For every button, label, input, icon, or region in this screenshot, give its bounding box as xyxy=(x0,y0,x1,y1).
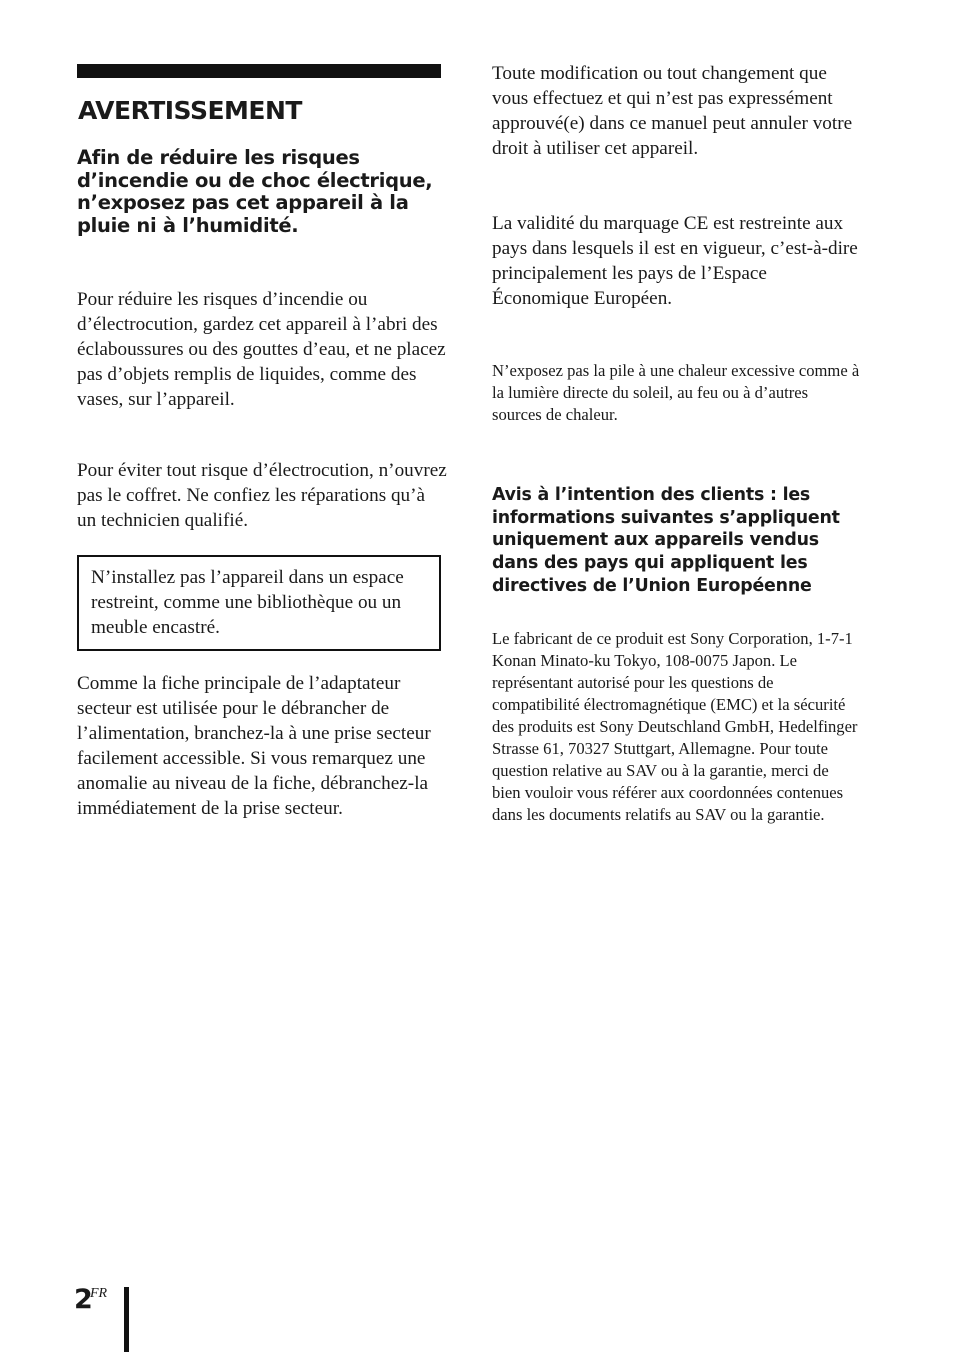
installation-note-box xyxy=(77,555,441,651)
splash-warning-paragraph: Pour réduire les risques d’incendie ou d’électrocution, gardez cet appareil à l’abri des éclaboussures ou des gouttes d’eau, et ne placez pas d’objets remplis de liquides, comme des vases, sur l’appareil. xyxy=(77,289,446,410)
section-rule xyxy=(77,64,441,78)
modification-paragraph: Toute modification ou tout changement que vous effectuez et qui n’est pas expressément approuvé(e) dans ce manuel peut annuler votre droit à utiliser cet appareil. xyxy=(492,63,853,159)
ac-adapter-paragraph: Comme la fiche principale de l’adaptateur secteur est utilisée pour le débrancher de l’alimentation, branchez-la à une prise secteur facilement accessible. Si vous remarquez une anomalie au niveau de la fiche, débranchez-la immédiatement de la prise secteur. xyxy=(77,673,431,819)
eu-notice-heading: Avis à l’intention des clients : les informations suivantes s’appliquent uniquement aux appareils vendus dans des pays qui appliquent les directives de l’Union Européenne xyxy=(492,485,840,596)
installation-note-text: N’installez pas l’appareil dans un espace restreint, comme une bibliothèque ou un meuble encastré. xyxy=(91,567,404,638)
warning-statement: Afin de réduire les risques d’incendie ou de choc électrique, n’exposez pas cet appareil à la pluie ni à l’humidité. xyxy=(77,146,433,237)
ce-marking-paragraph: La validité du marquage CE est restreinte aux pays dans lesquels il est en vigueur, c’est-à-dire principalement les pays de l’Espace Économique Européen. xyxy=(492,213,858,309)
page-language-code: FR xyxy=(90,1286,108,1301)
eu-notice-body: Le fabricant de ce produit est Sony Corporation, 1-7-1 Konan Minato-ku Tokyo, 108-0075 Japon. Le représentant autorisé pour les questions de compatibilité électromagnétique (EMC) et la sécurité des produits est Sony Deutschland GmbH, Hedelfinger Strasse 61, 70327 Stuttgart, Allemagne. Pour toute question relative au SAV ou à la garantie, merci de bien vouloir vous référer aux coordonnées contenues dans les documents relatifs au SAV ou la garantie. xyxy=(492,629,858,824)
enclosure-warning-paragraph: Pour éviter tout risque d’électrocution, n’ouvrez pas le coffret. Ne confiez les réparations qu’à un technicien qualifié. xyxy=(77,460,447,531)
margin-bar xyxy=(124,1287,129,1352)
section-heading: AVERTISSEMENT xyxy=(78,96,302,125)
battery-heat-note: N’exposez pas la pile à une chaleur excessive comme à la lumière directe du soleil, au feu ou à d’autres sources de chaleur. xyxy=(492,361,860,424)
page-number: 2 xyxy=(74,1284,93,1315)
